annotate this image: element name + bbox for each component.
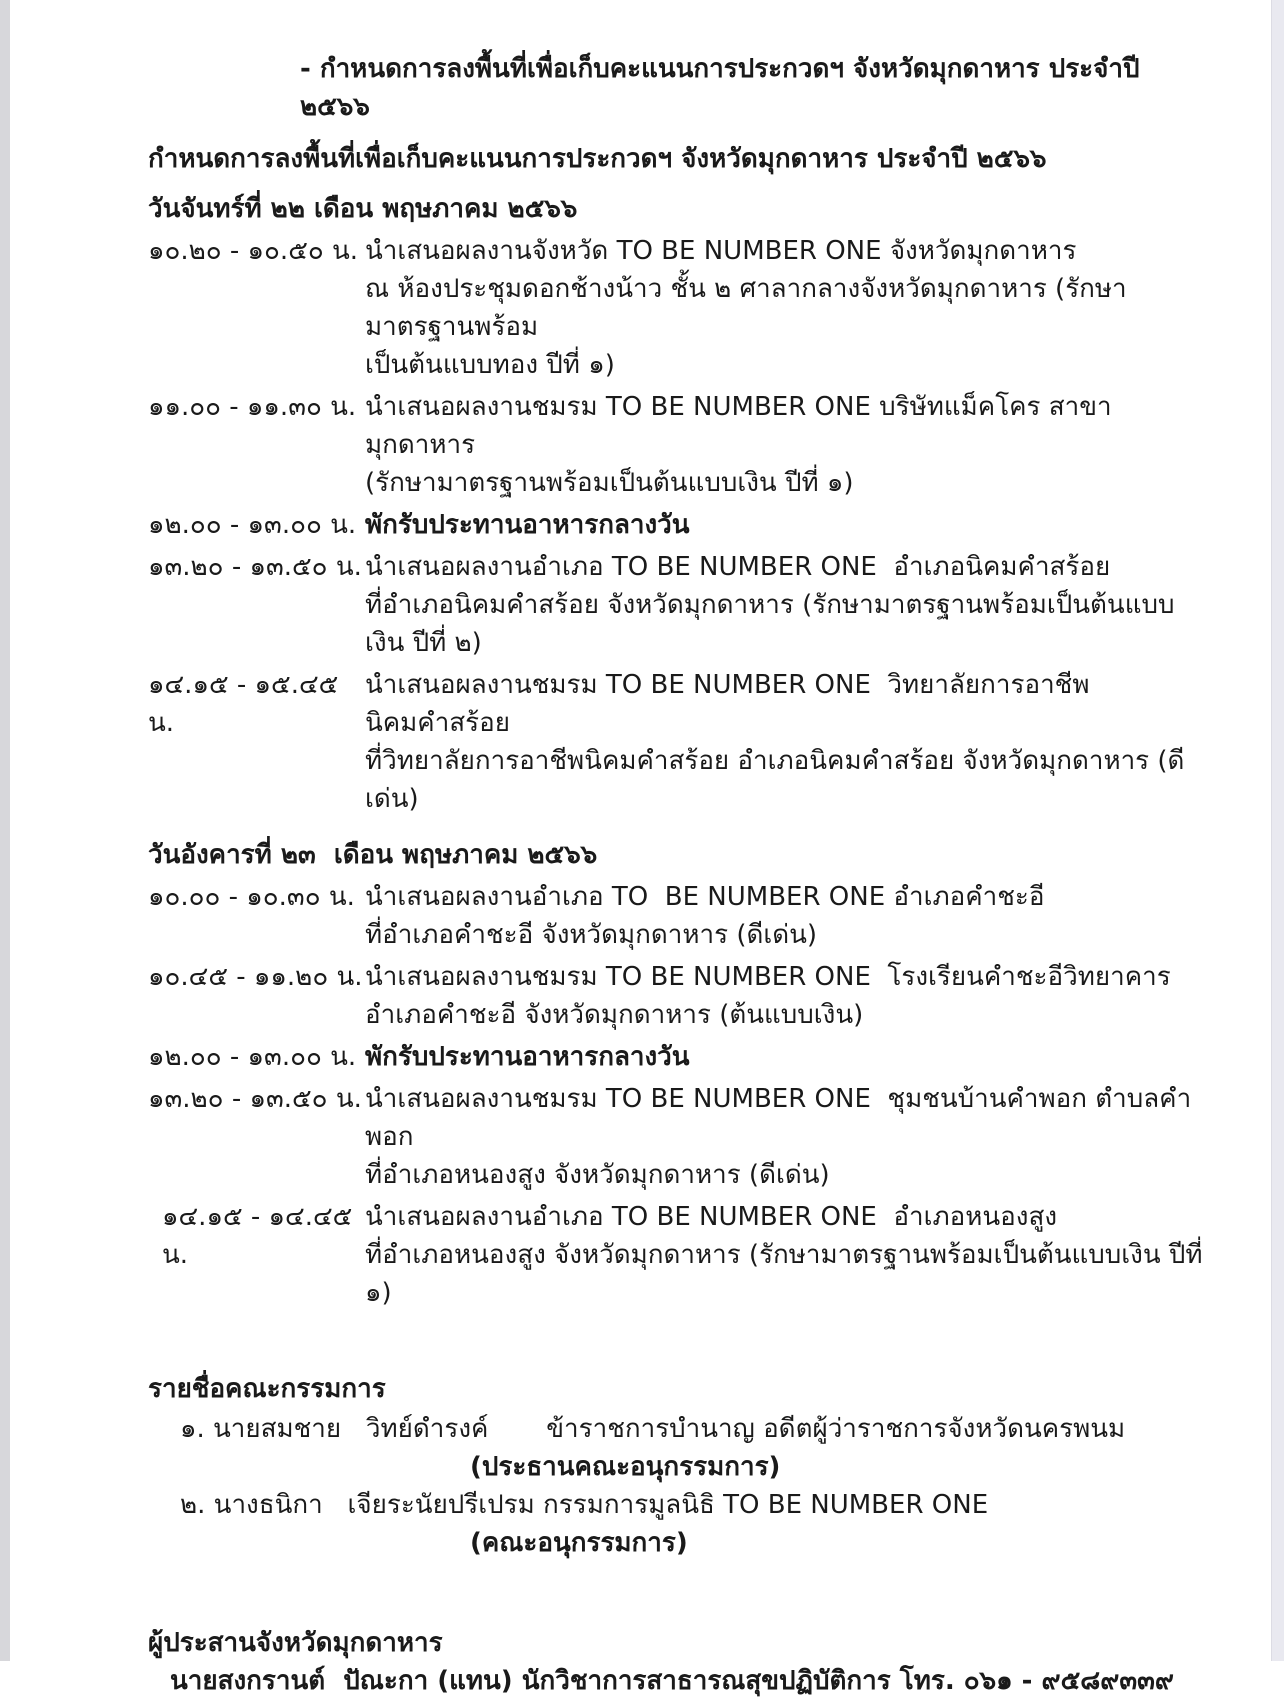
time-slot: ๑๔.๑๕ - ๑๔.๔๕ น.	[162, 1202, 361, 1270]
time-slot: ๑๓.๒๐ - ๑๓.๕๐ น.	[148, 1084, 362, 1114]
activity-line: นำเสนอผลงานชมรม TO BE NUMBER ONE วิทยาลัยการอาชีพนิคมคำสร้อย	[365, 670, 1090, 738]
time-slot: ๑๒.๐๐ - ๑๓.๐๐ น.	[148, 1042, 357, 1072]
document-title-reference: - กำหนดการลงพื้นที่เพื่อเก็บคะแนนการประกวดฯ จังหวัดมุกดาหาร ประจำปี ๒๕๖๖	[300, 54, 1149, 122]
schedule-row	[148, 388, 1204, 502]
time-slot: ๑๔.๑๕ - ๑๕.๔๕ น.	[148, 670, 347, 738]
page-edge-right	[1271, 0, 1284, 1661]
activity-line: อำเภอคำชะอี จังหวัดมุกดาหาร (ต้นแบบเงิน)	[365, 1000, 864, 1030]
activity-description	[365, 548, 1204, 662]
time-slot: ๑๐.๔๕ - ๑๑.๒๐ น.	[148, 962, 363, 992]
schedule-row	[148, 232, 1204, 384]
activity-description	[365, 232, 1204, 384]
lunch-break-line: พักรับประทานอาหารกลางวัน	[365, 510, 690, 540]
document-page	[148, 50, 1211, 1700]
activity-description	[365, 1038, 1204, 1076]
activity-line: เป็นต้นแบบทอง ปีที่ ๑)	[365, 350, 615, 380]
activity-description	[365, 1080, 1204, 1194]
activity-description	[365, 878, 1204, 954]
coordinator-heading: ผู้ประสานจังหวัดมุกดาหาร	[148, 1628, 443, 1658]
schedule-row	[148, 506, 1204, 544]
schedule-day-2	[148, 836, 1211, 1312]
activity-line: ที่อำเภอหนองสูง จังหวัดมุกดาหาร (รักษามาตรฐานพร้อมเป็นต้นแบบเงิน ปีที่ ๑)	[365, 1240, 1211, 1308]
activity-line: (รักษามาตรฐานพร้อมเป็นต้นแบบเงิน ปีที่ ๑)	[365, 468, 854, 498]
activity-line: ที่อำเภอคำชะอี จังหวัดมุกดาหาร (ดีเด่น)	[365, 920, 818, 950]
activity-line: นำเสนอผลงานอำเภอ TO BE NUMBER ONE อำเภอนิคมคำสร้อย	[365, 552, 1111, 582]
committee-heading: รายชื่อคณะกรรมการ	[148, 1374, 386, 1404]
time-slot: ๑๐.๒๐ - ๑๐.๕๐ น.	[148, 236, 359, 266]
committee-member-1: ๑. นายสมชาย วิทย์ดำรงค์ ข้าราชการบำนาญ อดีตผู้ว่าราชการจังหวัดนครพนม	[180, 1414, 1126, 1444]
activity-line: นำเสนอผลงานชมรม TO BE NUMBER ONE โรงเรียนคำชะอีวิทยาคาร	[365, 962, 1171, 992]
schedule-row	[148, 1038, 1204, 1076]
document-title: กำหนดการลงพื้นที่เพื่อเก็บคะแนนการประกวดฯ จังหวัดมุกดาหาร ประจำปี ๒๕๖๖	[148, 144, 1047, 174]
activity-line: นำเสนอผลงานจังหวัด TO BE NUMBER ONE จังหวัดมุกดาหาร	[365, 236, 1077, 266]
activity-description	[365, 666, 1204, 818]
activity-description	[365, 958, 1204, 1034]
lunch-break-line: พักรับประทานอาหารกลางวัน	[365, 1042, 690, 1072]
activity-line: ที่อำเภอนิคมคำสร้อย จังหวัดมุกดาหาร (รักษามาตรฐานพร้อมเป็นต้นแบบเงิน ปีที่ ๒)	[365, 590, 1175, 658]
coordinator-section	[148, 1624, 1204, 1700]
time-slot: ๑๓.๒๐ - ๑๓.๕๐ น.	[148, 552, 362, 582]
coordinator-detail: นายสงกรานต์ ปัณะกา (แทน) นักวิชาการสาธารณสุขปฏิบัติการ โทร. ๐๖๑ - ๙๕๘๙๓๓๙	[170, 1666, 1174, 1696]
time-slot: ๑๑.๐๐ - ๑๑.๓๐ น.	[148, 392, 357, 422]
page-edge-left	[0, 0, 10, 1661]
schedule-day-1	[148, 190, 1204, 818]
committee-member-2: ๒. นางธนิกา เจียระนัยปรีเปรม กรรมการมูลนิธิ TO BE NUMBER ONE	[180, 1490, 989, 1520]
schedule-row	[148, 548, 1204, 662]
activity-line: ที่อำเภอหนองสูง จังหวัดมุกดาหาร (ดีเด่น)	[365, 1160, 830, 1190]
schedule-row	[148, 1198, 1211, 1312]
activity-line: ณ ห้องประชุมดอกช้างน้าว ชั้น ๒ ศาลากลางจังหวัดมุกดาหาร (รักษามาตรฐานพร้อม	[365, 274, 1127, 342]
day-1-header: วันจันทร์ที่ ๒๒ เดือน พฤษภาคม ๒๕๖๖	[148, 194, 578, 224]
activity-description	[365, 1198, 1211, 1312]
activity-line: นำเสนอผลงานชมรม TO BE NUMBER ONE ชุมชนบ้านคำพอก ตำบลคำพอก	[365, 1084, 1192, 1152]
schedule-row	[148, 958, 1204, 1034]
activity-description	[365, 388, 1204, 502]
schedule-row	[148, 1080, 1204, 1194]
activity-line: นำเสนอผลงานชมรม TO BE NUMBER ONE บริษัทแม็คโคร สาขามุกดาหาร	[365, 392, 1112, 460]
committee-section	[148, 1370, 1204, 1562]
activity-description	[365, 506, 1204, 544]
time-slot: ๑๐.๐๐ - ๑๐.๓๐ น.	[148, 882, 355, 912]
day-2-header: วันอังคารที่ ๒๓ เดือน พฤษภาคม ๒๕๖๖	[148, 840, 598, 870]
activity-line: นำเสนอผลงานอำเภอ TO BE NUMBER ONE อำเภอหนองสูง	[365, 1202, 1058, 1232]
activity-line: นำเสนอผลงานอำเภอ TO BE NUMBER ONE อำเภอคำชะอี	[365, 882, 1045, 912]
schedule-row	[148, 666, 1204, 818]
activity-line: ที่วิทยาลัยการอาชีพนิคมคำสร้อย อำเภอนิคมคำสร้อย จังหวัดมุกดาหาร (ดีเด่น)	[365, 746, 1185, 814]
time-slot: ๑๒.๐๐ - ๑๓.๐๐ น.	[148, 510, 357, 540]
schedule-row	[148, 878, 1204, 954]
committee-member-1-role: (ประธานคณะอนุกรรมการ)	[470, 1452, 781, 1482]
committee-member-2-role: (คณะอนุกรรมการ)	[470, 1528, 688, 1558]
